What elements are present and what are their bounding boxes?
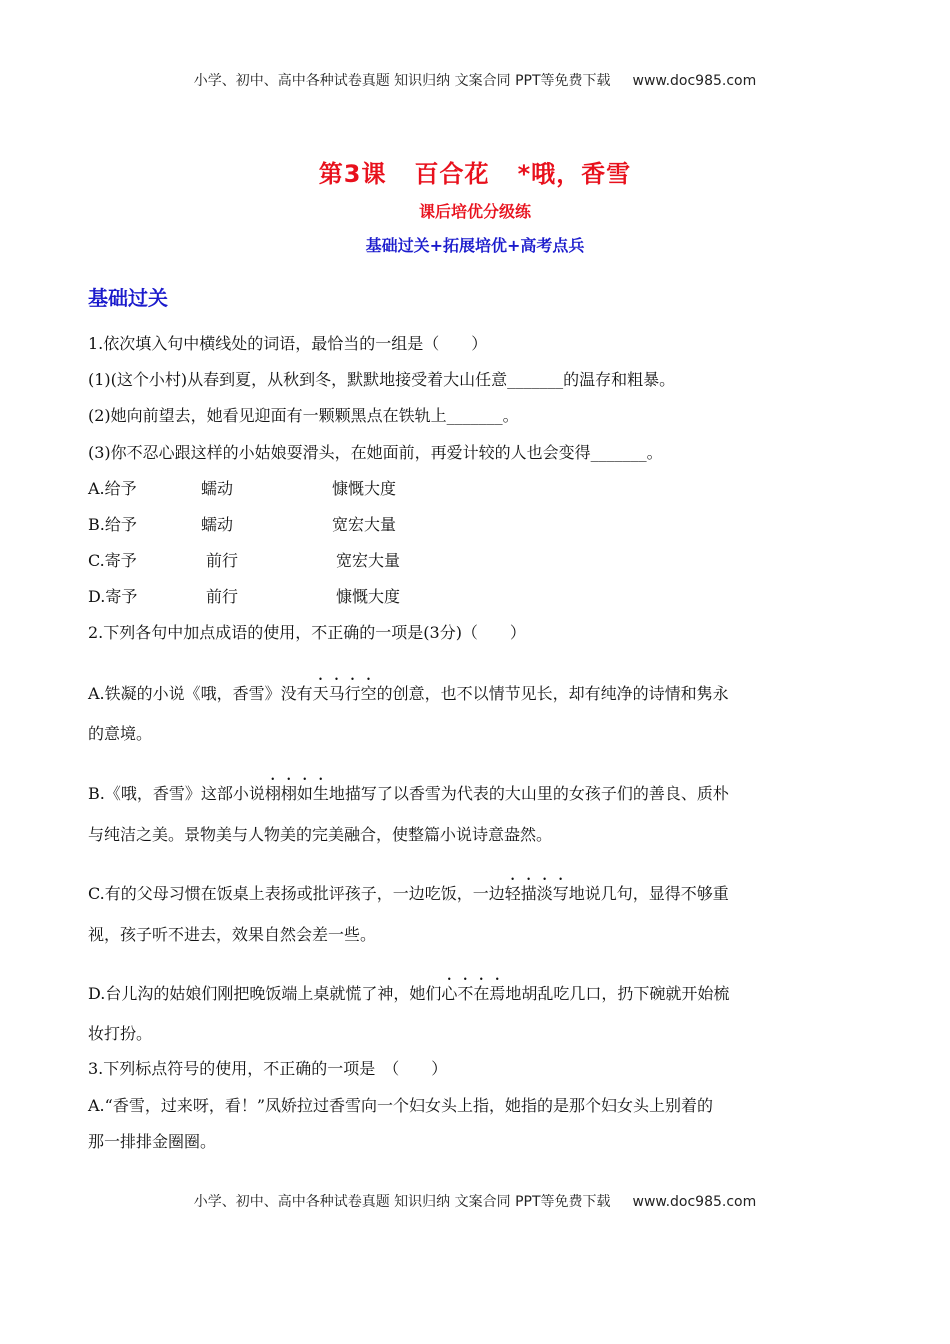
q3-option-a-cont: 那一排排金圈圈。 xyxy=(88,1132,217,1151)
option-label: A.给予 xyxy=(88,479,137,498)
q1-sentence-2: (2)她向前望去，她看见迎面有一颗颗黑点在铁轨上_______。 xyxy=(88,406,519,425)
option-label: C.寄予 xyxy=(88,551,137,570)
q2-stem: 2.下列各句中加点成语的使用，不正确的一项是(3分)（ ） xyxy=(88,623,526,642)
section-heading: 基础过关 xyxy=(88,286,168,310)
q1-stem: 1.依次填入句中横线处的词语，最恰当的一组是（ ） xyxy=(88,334,488,353)
q2-option-a[interactable]: A.铁凝的小说《哦，香雪》没有天马行空的创意，也不以情节见长，却有纯净的诗情和隽永 xyxy=(88,684,729,703)
lesson-subtitle-levels: 基础过关+拓展培优+高考点兵 xyxy=(365,236,585,255)
option-label: D.寄予 xyxy=(88,587,138,606)
option-word-2: 前行 xyxy=(206,587,239,606)
option-word-3: 慷慨大度 xyxy=(332,479,397,498)
q2-option-c-cont: 视，孩子听不进去，效果自然会差一些。 xyxy=(88,925,377,944)
q2-d-idiom: 心不在焉 xyxy=(441,984,506,1003)
q2-a-idiom: 天马行空 xyxy=(312,684,377,703)
page-footer xyxy=(0,1191,950,1211)
header-text: 小学、初中、高中各种试卷真题 知识归纳 文案合同 PPT等免费下载 xyxy=(193,73,611,89)
q2-option-a-cont: 的意境。 xyxy=(88,724,153,743)
option-word-2: 蠕动 xyxy=(201,479,234,498)
q2-option-c[interactable]: C.有的父母习惯在饭桌上表扬或批评孩子，一边吃饭，一边轻描淡写地说几句，显得不够重 xyxy=(88,884,729,903)
option-word-2: 蠕动 xyxy=(201,515,234,534)
option-word-2: 前行 xyxy=(206,551,239,570)
q2-c-idiom: 轻描淡写 xyxy=(504,884,569,903)
option-word-3: 慷慨大度 xyxy=(336,587,401,606)
q2-option-b-cont: 与纯洁之美。景物美与人物美的完美融合，使整篇小说诗意盎然。 xyxy=(88,825,553,844)
q2-option-b[interactable]: B.《哦，香雪》这部小说栩栩如生地描写了以香雪为代表的大山里的女孩子们的善良、质朴 xyxy=(88,784,729,803)
footer-site[interactable]: www.doc985.com xyxy=(632,1194,757,1210)
option-word-3: 宽宏大量 xyxy=(336,551,401,570)
q2-option-d[interactable]: D.台儿沟的姑娘们刚把晚饭端上桌就慌了神，她们心不在焉地胡乱吃几口，扔下碗就开始梳 xyxy=(88,984,730,1003)
lesson-title: 第3课 百合花 *哦，香雪 xyxy=(318,160,632,188)
header-site[interactable]: www.doc985.com xyxy=(632,73,757,89)
q1-sentence-1: (1)(这个小村)从春到夏，从秋到冬，默默地接受着大山任意_______的温存和粗暴。 xyxy=(88,370,676,389)
q3-option-a[interactable]: A.“香雪，过来呀，看！”凤娇拉过香雪向一个妇女头上指，她指的是那个妇女头上别着的 xyxy=(88,1096,714,1115)
option-label: B.给予 xyxy=(88,515,137,534)
q2-option-d-cont: 妆打扮。 xyxy=(88,1024,153,1043)
page-header xyxy=(0,70,950,90)
lesson-subtitle: 课后培优分级练 xyxy=(418,202,531,221)
q3-stem: 3.下列标点符号的使用，不正确的一项是 （ ） xyxy=(88,1059,448,1078)
q2-b-idiom: 栩栩如生 xyxy=(264,784,329,803)
footer-text: 小学、初中、高中各种试卷真题 知识归纳 文案合同 PPT等免费下载 xyxy=(193,1194,611,1210)
option-word-3: 宽宏大量 xyxy=(332,515,397,534)
q1-sentence-3: (3)你不忍心跟这样的小姑娘耍滑头，在她面前，再爱计较的人也会变得_______。 xyxy=(88,443,663,462)
